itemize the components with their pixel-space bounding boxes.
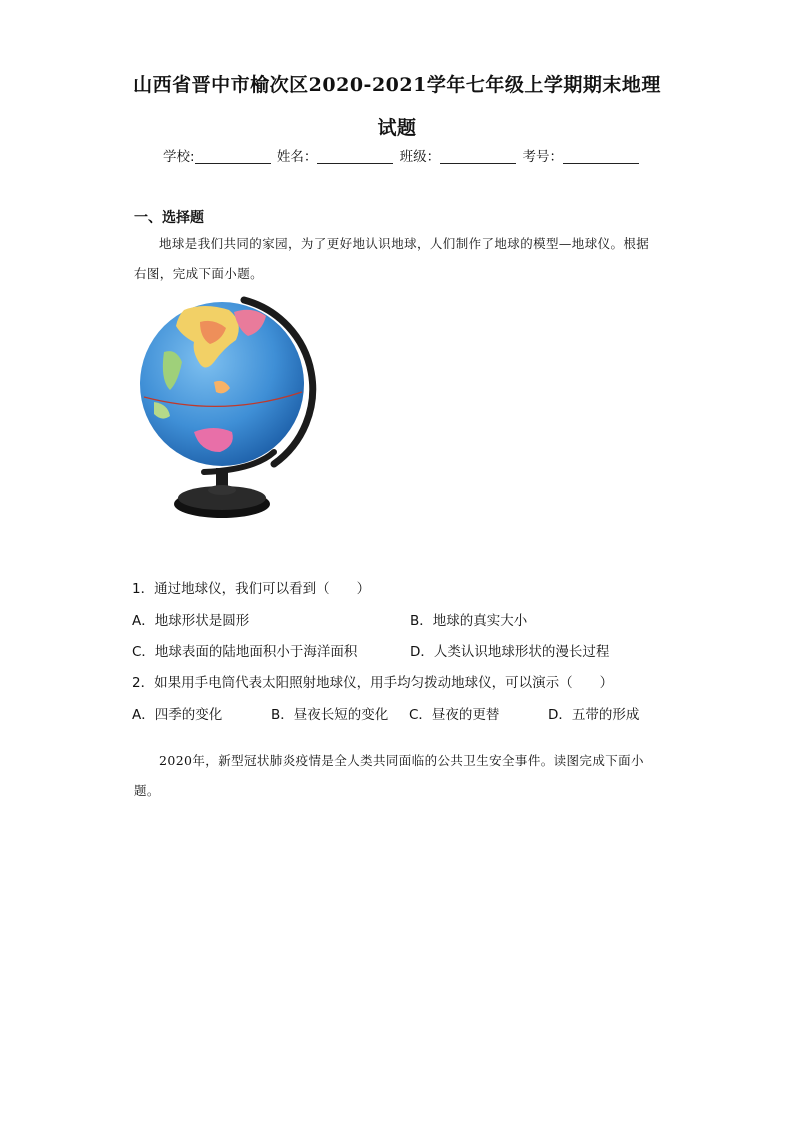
exam-title-line1: 山西省晋中市榆次区2020-2021学年七年级上学期期末地理 (133, 74, 661, 96)
class-blank[interactable] (440, 149, 516, 164)
q1-option-a[interactable]: A．地球形状是圆形 (132, 613, 250, 629)
exam-title-line2: 试题 (377, 117, 417, 139)
globe-image (134, 292, 324, 522)
q1-option-c[interactable]: C．地球表面的陆地面积小于海洋面积 (132, 644, 358, 660)
q1-option-b[interactable]: B．地球的真实大小 (410, 613, 528, 629)
q2-option-b[interactable]: B．昼夜长短的变化 (271, 707, 389, 723)
passage-globe: 地球是我们共同的家园，为了更好地认识地球，人们制作了地球的模型—地球仪。根据右图，完成下面小题。 (134, 236, 650, 281)
class-label: 班级： (399, 149, 441, 165)
passage-covid: 2020年，新型冠状肺炎疫情是全人类共同面临的公共卫生安全事件。读图完成下面小题。 (134, 753, 644, 798)
question-2-stem: 2．如果用手电筒代表太阳照射地球仪，用手均匀拨动地球仪，可以演示（ ） (132, 675, 614, 691)
section-heading: 一、选择题 (134, 210, 204, 226)
name-blank[interactable] (317, 149, 393, 164)
q1-option-d[interactable]: D．人类认识地球形状的漫长过程 (410, 644, 610, 660)
q2-option-a[interactable]: A．四季的变化 (132, 707, 223, 723)
q2-option-d[interactable]: D．五带的形成 (548, 707, 640, 723)
question-1-stem: 1．通过地球仪，我们可以看到（ ） (132, 581, 371, 597)
name-label: 姓名： (276, 149, 318, 165)
q2-option-c[interactable]: C．昼夜的更替 (409, 707, 500, 723)
school-label: 学校: (163, 149, 195, 165)
school-blank[interactable] (195, 149, 271, 164)
exam-number-blank[interactable] (563, 149, 639, 164)
exam-number-label: 考号： (522, 149, 563, 165)
student-info-row (163, 145, 641, 165)
stand-hub (208, 485, 236, 495)
